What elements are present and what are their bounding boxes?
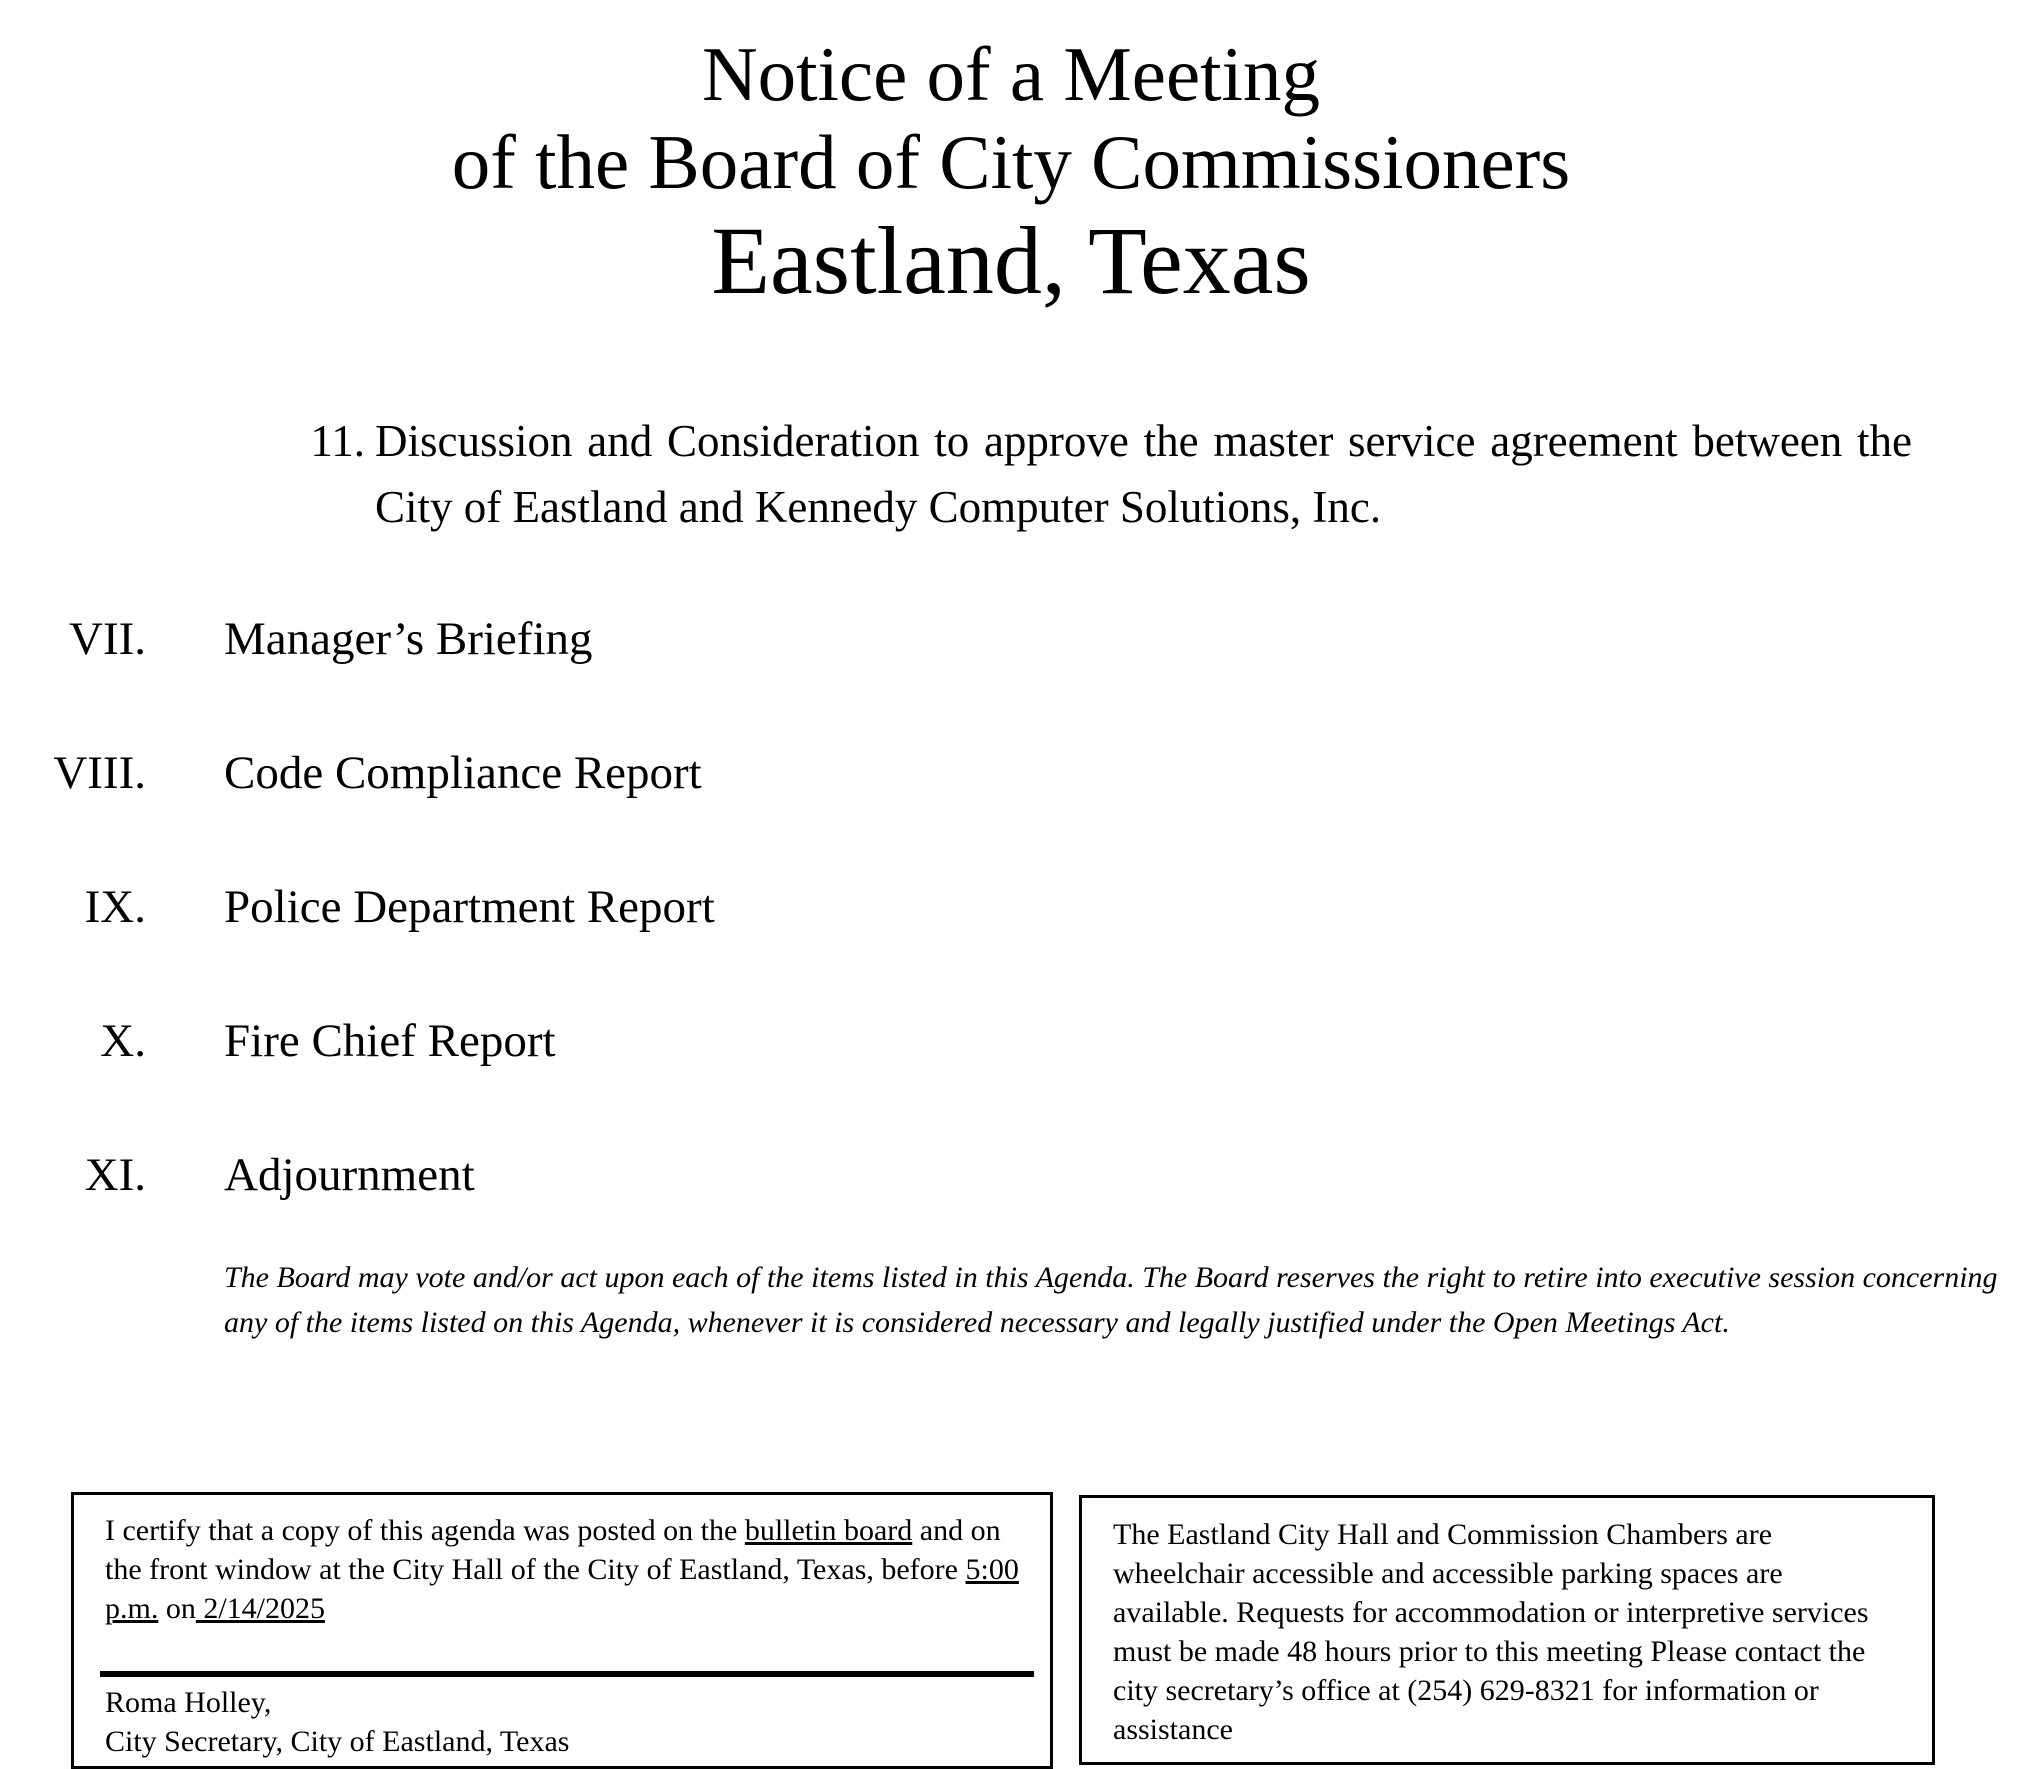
- sub-item-text: Discussion and Consideration to approve the master service agreement between the City of Eastland and Kennedy Computer Solutions, Inc.: [375, 416, 1912, 532]
- signer-name: Roma Holley,: [105, 1686, 272, 1719]
- header-line-1: Notice of a Meeting: [702, 31, 1320, 117]
- accessibility-box: [1079, 1495, 1935, 1765]
- certification-text-part-3: on: [158, 1592, 196, 1625]
- header-line-2: of the Board of City Commissioners: [451, 119, 1571, 205]
- section-title: Code Compliance Report: [224, 747, 702, 799]
- certification-text: [105, 1511, 1035, 1628]
- section-numeral: VII.: [69, 613, 146, 665]
- signature-line: [100, 1671, 1034, 1677]
- section-numeral: IX.: [84, 881, 146, 933]
- section-numeral: X.: [100, 1015, 146, 1067]
- section-numeral: VIII.: [53, 747, 146, 799]
- section-title: Fire Chief Report: [224, 1015, 556, 1067]
- posting-time: 5:00 p.m.: [105, 1553, 1019, 1625]
- section-title: Police Department Report: [224, 881, 715, 933]
- certification-box: [71, 1492, 1053, 1769]
- section-title: Adjournment: [224, 1149, 475, 1201]
- certification-text-part-1: I certify that a copy of this agenda was posted on the: [105, 1514, 745, 1547]
- certification-text-part-2: and on the front window at the City Hall of the City of Eastland, Texas, before: [105, 1514, 1001, 1586]
- sub-item-number: 11.: [310, 416, 365, 466]
- signature-block: [105, 1683, 1005, 1761]
- posting-date: 2/14/2025: [195, 1592, 326, 1625]
- board-disclaimer: The Board may vote and/or act upon each of the items listed in this Agenda. The Board reserves the right to retire into executive session concerning any of the items listed on this Agenda, whenever it is considered necessary and legally justified under the Open Meetings Act.: [224, 1261, 1998, 1339]
- accessibility-text: The Eastland City Hall and Commission Chambers are wheelchair accessible and accessible parking spaces are available. Requests for accommodation or interpretive services must be made 48 hours prior to this meeting Please contact the city secretary’s office at (254) 629-8321 for information or assistance: [1113, 1518, 1869, 1746]
- signer-title: City Secretary, City of Eastland, Texas: [105, 1725, 570, 1758]
- section-title: Manager’s Briefing: [224, 613, 593, 665]
- section-numeral: XI.: [84, 1149, 146, 1201]
- notice-header: [0, 30, 2022, 316]
- header-city: Eastland, Texas: [711, 207, 1311, 314]
- bulletin-board-text: bulletin board: [744, 1514, 913, 1547]
- agenda-sub-item-11: [300, 408, 1912, 540]
